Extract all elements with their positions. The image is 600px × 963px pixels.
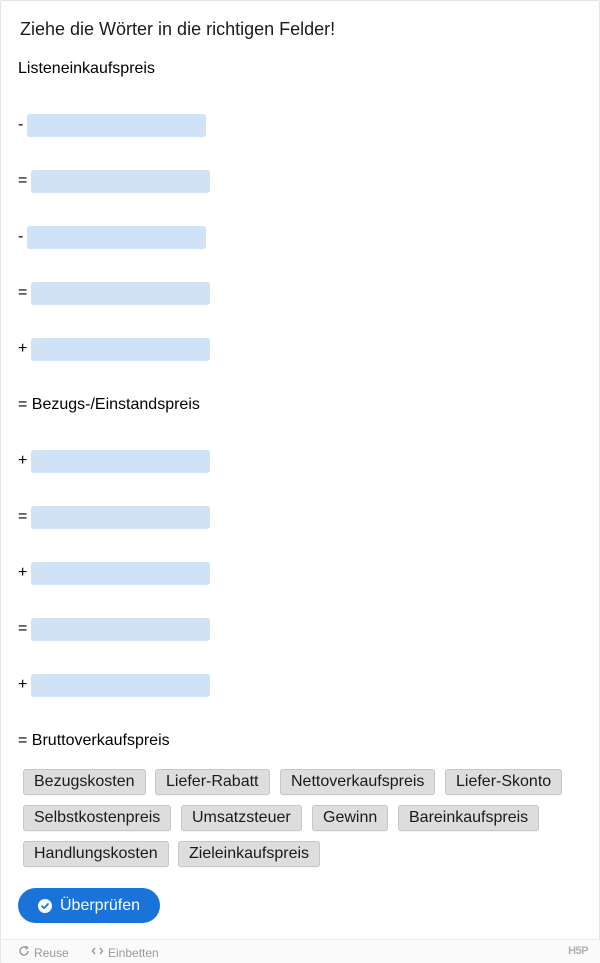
draggable-word[interactable]: Bareinkaufspreis bbox=[398, 805, 539, 831]
draggable-word[interactable]: Umsatzsteuer bbox=[181, 805, 302, 831]
dropzone-row bbox=[18, 617, 210, 641]
draggable-word[interactable]: Selbstkostenpreis bbox=[23, 805, 171, 831]
reuse-link[interactable] bbox=[18, 945, 69, 960]
draggable-word[interactable]: Liefer-Rabatt bbox=[155, 769, 270, 795]
dropzone[interactable] bbox=[27, 226, 206, 249]
operator-sign: - bbox=[18, 116, 24, 133]
dropzone-row bbox=[18, 337, 210, 361]
operator-sign: = bbox=[18, 620, 28, 637]
embed-label: Einbetten bbox=[108, 945, 159, 960]
dropzone-row bbox=[18, 169, 210, 193]
operator-sign: + bbox=[18, 452, 28, 469]
operator-sign: + bbox=[18, 676, 28, 693]
check-circle-icon bbox=[38, 899, 52, 913]
dropzone-row bbox=[18, 673, 210, 697]
draggable-word[interactable]: Gewinn bbox=[312, 805, 388, 831]
dropzone[interactable] bbox=[31, 618, 210, 641]
draggable-word[interactable]: Handlungskosten bbox=[23, 841, 169, 867]
row-text: Listeneinkaufspreis bbox=[18, 60, 155, 77]
reuse-label: Reuse bbox=[34, 945, 69, 960]
dropzone-row bbox=[18, 225, 206, 249]
draggable-word[interactable]: Bezugskosten bbox=[23, 769, 146, 795]
check-button[interactable] bbox=[18, 888, 160, 923]
dropzone-row bbox=[18, 561, 210, 585]
embed-link[interactable] bbox=[91, 945, 159, 960]
dropzone[interactable] bbox=[31, 674, 210, 697]
static-row bbox=[18, 393, 200, 417]
check-button-label: Überprüfen bbox=[60, 896, 141, 914]
dropzone[interactable] bbox=[31, 562, 210, 585]
task-title: Ziehe die Wörter in die richtigen Felder! bbox=[20, 19, 336, 39]
dropzone-row bbox=[18, 449, 210, 473]
static-row bbox=[18, 729, 170, 753]
draggable-word[interactable]: Nettoverkaufspreis bbox=[280, 769, 435, 795]
reuse-icon bbox=[18, 945, 30, 960]
dropzone[interactable] bbox=[27, 114, 206, 137]
operator-sign: = bbox=[18, 172, 28, 189]
dropzone[interactable] bbox=[31, 450, 210, 473]
static-row bbox=[18, 57, 155, 81]
operator-sign: = bbox=[18, 284, 28, 301]
code-icon bbox=[91, 945, 104, 960]
dropzone-row bbox=[18, 505, 210, 529]
operator-sign: + bbox=[18, 340, 28, 357]
dropzone[interactable] bbox=[31, 170, 210, 193]
dropzone[interactable] bbox=[31, 506, 210, 529]
row-text: = Bruttoverkaufspreis bbox=[18, 732, 170, 749]
dropzone-row bbox=[18, 113, 206, 137]
row-text: = Bezugs-/Einstandspreis bbox=[18, 396, 200, 413]
draggable-word[interactable]: Liefer-Skonto bbox=[445, 769, 562, 795]
dropzone[interactable] bbox=[31, 338, 210, 361]
operator-sign: = bbox=[18, 508, 28, 525]
h5p-footer bbox=[2, 939, 600, 963]
operator-sign: - bbox=[18, 228, 24, 245]
dropzone-row bbox=[18, 281, 210, 305]
operator-sign: + bbox=[18, 564, 28, 581]
dropzone[interactable] bbox=[31, 282, 210, 305]
h5p-logo: H5P bbox=[568, 945, 588, 957]
draggable-word[interactable]: Zieleinkaufspreis bbox=[178, 841, 320, 867]
